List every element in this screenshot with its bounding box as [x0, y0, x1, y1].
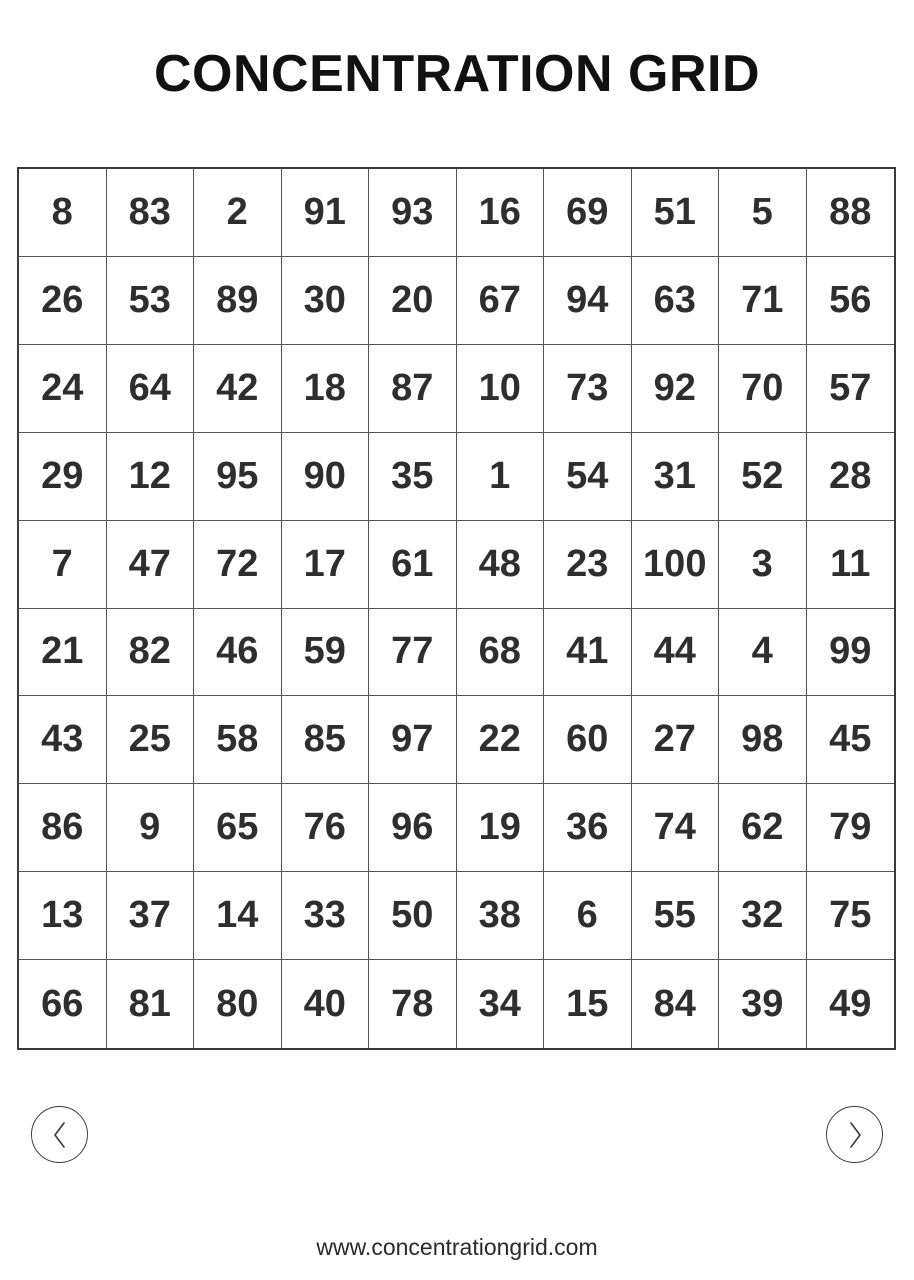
grid-cell[interactable]: 37	[107, 872, 195, 960]
grid-cell[interactable]: 27	[632, 696, 720, 784]
grid-cell[interactable]: 74	[632, 784, 720, 872]
grid-cell[interactable]: 7	[19, 521, 107, 609]
grid-cell[interactable]: 66	[19, 960, 107, 1048]
chevron-right-icon	[845, 1120, 865, 1150]
grid-cell[interactable]: 17	[282, 521, 370, 609]
grid-cell[interactable]: 75	[807, 872, 895, 960]
grid-cell[interactable]: 22	[457, 696, 545, 784]
grid-cell[interactable]: 78	[369, 960, 457, 1048]
grid-cell[interactable]: 59	[282, 609, 370, 697]
grid-cell[interactable]: 18	[282, 345, 370, 433]
grid-cell[interactable]: 44	[632, 609, 720, 697]
next-button[interactable]	[826, 1106, 883, 1163]
grid-cell[interactable]: 73	[544, 345, 632, 433]
grid-cell[interactable]: 58	[194, 696, 282, 784]
grid-cell[interactable]: 95	[194, 433, 282, 521]
grid-cell[interactable]: 62	[719, 784, 807, 872]
grid-cell[interactable]: 93	[369, 169, 457, 257]
grid-cell[interactable]: 21	[19, 609, 107, 697]
grid-cell[interactable]: 53	[107, 257, 195, 345]
grid-cell[interactable]: 82	[107, 609, 195, 697]
grid-cell[interactable]: 2	[194, 169, 282, 257]
grid-cell[interactable]: 23	[544, 521, 632, 609]
grid-cell[interactable]: 6	[544, 872, 632, 960]
grid-cell[interactable]: 30	[282, 257, 370, 345]
grid-cell[interactable]: 24	[19, 345, 107, 433]
grid-cell[interactable]: 88	[807, 169, 895, 257]
grid-cell[interactable]: 8	[19, 169, 107, 257]
grid-cell[interactable]: 89	[194, 257, 282, 345]
grid-cell[interactable]: 15	[544, 960, 632, 1048]
grid-cell[interactable]: 94	[544, 257, 632, 345]
grid-cell[interactable]: 13	[19, 872, 107, 960]
grid-cell[interactable]: 98	[719, 696, 807, 784]
number-grid	[17, 167, 896, 1050]
grid-cell[interactable]: 81	[107, 960, 195, 1048]
grid-cell[interactable]: 25	[107, 696, 195, 784]
grid-cell[interactable]: 20	[369, 257, 457, 345]
grid-cell[interactable]: 34	[457, 960, 545, 1048]
grid-cell[interactable]: 91	[282, 169, 370, 257]
grid-cell[interactable]: 71	[719, 257, 807, 345]
grid-cell[interactable]: 40	[282, 960, 370, 1048]
grid-cell[interactable]: 76	[282, 784, 370, 872]
grid-cell[interactable]: 90	[282, 433, 370, 521]
grid-cell[interactable]: 33	[282, 872, 370, 960]
grid-cell[interactable]: 70	[719, 345, 807, 433]
grid-cell[interactable]: 54	[544, 433, 632, 521]
grid-cell[interactable]: 32	[719, 872, 807, 960]
grid-cell[interactable]: 45	[807, 696, 895, 784]
grid-cell[interactable]: 65	[194, 784, 282, 872]
grid-cell[interactable]: 79	[807, 784, 895, 872]
grid-cell[interactable]: 85	[282, 696, 370, 784]
grid-cell[interactable]: 50	[369, 872, 457, 960]
grid-cell[interactable]: 39	[719, 960, 807, 1048]
grid-cell[interactable]: 10	[457, 345, 545, 433]
chevron-left-icon	[50, 1120, 70, 1150]
grid-cell[interactable]: 99	[807, 609, 895, 697]
grid-cell[interactable]: 35	[369, 433, 457, 521]
grid-cell[interactable]: 4	[719, 609, 807, 697]
grid-cell[interactable]: 56	[807, 257, 895, 345]
grid-cell[interactable]: 31	[632, 433, 720, 521]
grid-cell[interactable]: 28	[807, 433, 895, 521]
grid-cell[interactable]: 68	[457, 609, 545, 697]
grid-cell[interactable]: 49	[829, 982, 872, 1025]
grid-cell[interactable]: 63	[632, 257, 720, 345]
grid-cell[interactable]: 64	[107, 345, 195, 433]
website-link[interactable]: www.concentrationgrid.com	[316, 1234, 598, 1260]
grid-cell[interactable]: 97	[369, 696, 457, 784]
grid-cell[interactable]: 43	[19, 696, 107, 784]
grid-cell[interactable]: 26	[19, 257, 107, 345]
grid-cell[interactable]: 14	[194, 872, 282, 960]
grid-cell[interactable]: 1	[457, 433, 545, 521]
grid-cell[interactable]: 87	[369, 345, 457, 433]
grid-cell[interactable]: 55	[632, 872, 720, 960]
grid-cell[interactable]: 100	[632, 521, 720, 609]
grid-cell[interactable]: 42	[194, 345, 282, 433]
grid-cell[interactable]: 80	[194, 960, 282, 1048]
grid-cell[interactable]: 69	[544, 169, 632, 257]
grid-cell[interactable]: 41	[544, 609, 632, 697]
grid-cell[interactable]: 57	[807, 345, 895, 433]
grid-cell[interactable]: 3	[719, 521, 807, 609]
grid-cell[interactable]: 96	[369, 784, 457, 872]
page-title: CONCENTRATION GRID	[153, 45, 760, 103]
grid-cell[interactable]: 67	[457, 257, 545, 345]
grid-cell[interactable]: 51	[632, 169, 720, 257]
grid-cell[interactable]: 47	[107, 521, 195, 609]
grid-cell[interactable]: 86	[19, 784, 107, 872]
grid-cell[interactable]: 19	[457, 784, 545, 872]
grid-cell[interactable]: 29	[19, 433, 107, 521]
grid-cell[interactable]: 77	[369, 609, 457, 697]
grid-cell[interactable]: 9	[107, 784, 195, 872]
grid-cell[interactable]: 61	[369, 521, 457, 609]
grid-cell[interactable]: 92	[632, 345, 720, 433]
grid-cell[interactable]: 36	[544, 784, 632, 872]
previous-button[interactable]	[31, 1106, 88, 1163]
grid-cell[interactable]: 60	[544, 696, 632, 784]
grid-cell[interactable]: 72	[194, 521, 282, 609]
grid-cell[interactable]: 5	[719, 169, 807, 257]
grid-cell[interactable]: 16	[457, 169, 545, 257]
grid-cell[interactable]: 38	[457, 872, 545, 960]
grid-cell[interactable]: 83	[107, 169, 195, 257]
grid-cell[interactable]: 12	[107, 433, 195, 521]
grid-cell[interactable]: 48	[457, 521, 545, 609]
grid-cell[interactable]: 11	[807, 521, 895, 609]
grid-cell[interactable]: 84	[632, 960, 720, 1048]
grid-cell[interactable]: 52	[719, 433, 807, 521]
grid-cell[interactable]: 46	[194, 609, 282, 697]
